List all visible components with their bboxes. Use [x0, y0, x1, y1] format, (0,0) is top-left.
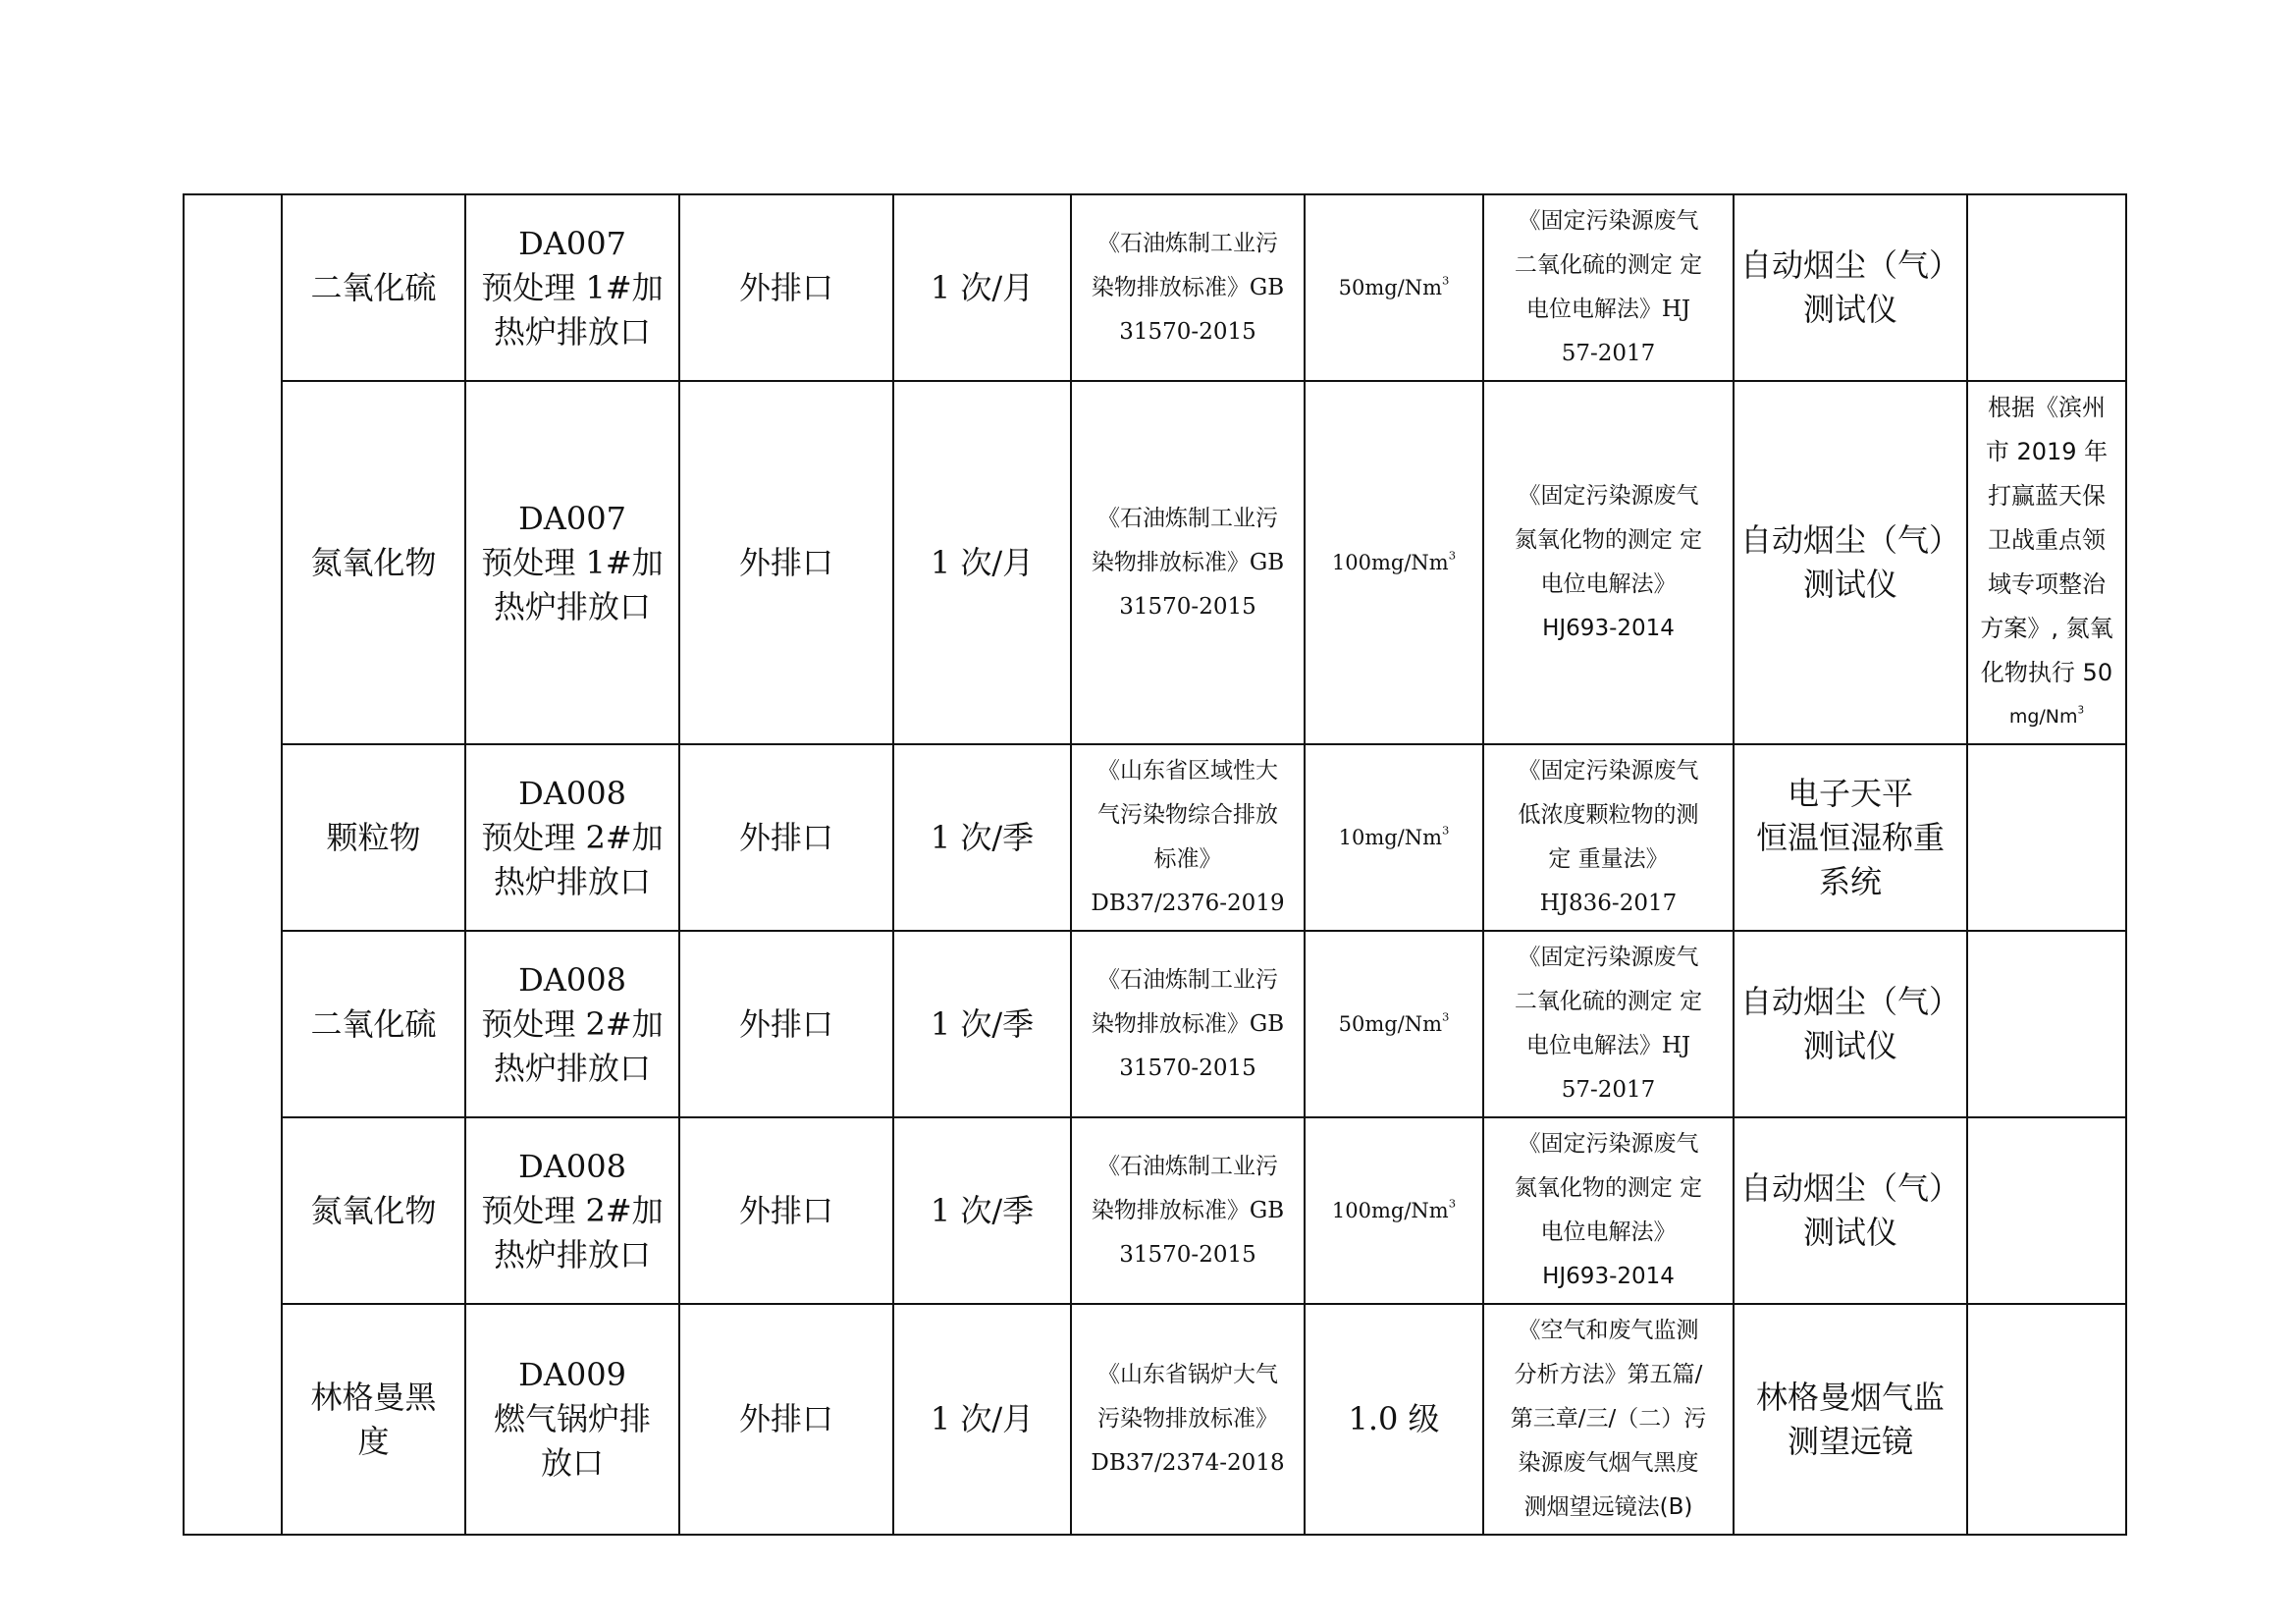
text-line: 《石油炼制工业污 [1097, 1153, 1278, 1179]
pollutant-cell [282, 744, 465, 931]
text-line: 二氧化硫的测定 定 [1514, 989, 1703, 1014]
limit-cell [1305, 744, 1483, 931]
instrument-cell [1734, 381, 1967, 744]
text-line: 第三章/三/（二）污 [1510, 1406, 1707, 1432]
limit-value: 1.0 级 [1348, 1400, 1440, 1437]
standard-cell [1071, 194, 1305, 381]
text-line: 测试仪 [1803, 291, 1898, 328]
text-line: 氮氧化物 [310, 543, 437, 581]
text-line: 二氧化硫的测定 定 [1514, 252, 1703, 278]
text-line: HJ693-2014 [1542, 1264, 1675, 1289]
text-line: DA008 [518, 960, 626, 999]
text-line: 电子天平 [1788, 774, 1914, 812]
text-line: DB37/2376-2019 [1091, 891, 1285, 916]
text-line: 预处理 1#加 [481, 543, 664, 581]
text-line: 分析方法》第五篇/ [1514, 1362, 1703, 1387]
text-line: 染物排放标准》GB [1091, 274, 1285, 300]
note-unit-superscript: 3 [2077, 704, 2085, 717]
limit-value: 100mg/Nm [1331, 550, 1449, 574]
text-line: 系统 [1819, 862, 1883, 900]
method-cell [1483, 194, 1734, 381]
table-row [184, 744, 2126, 931]
limit-unit-superscript: 3 [1442, 273, 1450, 288]
text-line: 预处理 1#加 [481, 268, 664, 306]
limit-cell [1305, 931, 1483, 1117]
standard-cell [1071, 381, 1305, 744]
note-unit [1974, 695, 2119, 739]
note-cell [1967, 1117, 2126, 1304]
text-line: 电位电解法》 [1540, 1219, 1677, 1245]
text-line: 根据《滨州 [1988, 394, 2107, 421]
text-line: 市 2019 年 [1985, 438, 2109, 465]
text-line: 林格曼黑 [310, 1378, 437, 1416]
text-line: 自动烟尘（气） [1740, 983, 1961, 1020]
frequency-cell: 1 次/季 [893, 744, 1071, 931]
text-line: DA008 [518, 1147, 626, 1185]
text-line: 《山东省锅炉大气 [1097, 1362, 1278, 1387]
text-line: 二氧化硫 [310, 1004, 437, 1043]
text-line: 氮氧化物 [310, 1191, 437, 1229]
text-line: 测望远镜 [1788, 1422, 1914, 1460]
outlet-cell [465, 744, 679, 931]
method-cell [1483, 931, 1734, 1117]
text-line: HJ836-2017 [1539, 891, 1678, 916]
text-line: 打赢蓝天保 [1988, 482, 2107, 510]
limit-cell [1305, 1117, 1483, 1304]
text-line: DA009 [518, 1356, 626, 1393]
text-line: 染物排放标准》GB [1091, 549, 1285, 575]
text-line: DA007 [518, 499, 626, 537]
text-line: 氮氧化物的测定 定 [1514, 527, 1703, 553]
method-cell [1483, 1304, 1734, 1535]
limit-value: 50mg/Nm [1338, 275, 1443, 299]
method-cell [1483, 381, 1734, 744]
limit-value: 100mg/Nm [1331, 1198, 1449, 1222]
frequency-cell: 1 次/月 [893, 194, 1071, 381]
table-row [184, 194, 2126, 381]
outlet-cell [465, 1117, 679, 1304]
limit-value: 10mg/Nm [1338, 825, 1443, 849]
text-line: 染源废气烟气黑度 [1518, 1450, 1699, 1476]
text-line: 《固定污染源废气 [1518, 208, 1699, 234]
text-line: 《固定污染源废气 [1518, 1131, 1699, 1157]
outlet-type-cell: 外排口 [679, 744, 893, 931]
standard-cell [1071, 744, 1305, 931]
text-line: 电位电解法》 [1540, 571, 1677, 597]
text-line: 标准》 [1153, 846, 1222, 872]
instrument-cell [1734, 744, 1967, 931]
pollutant-cell [282, 931, 465, 1117]
limit-value: 50mg/Nm [1338, 1011, 1443, 1036]
text-line: 电位电解法》HJ [1525, 297, 1691, 322]
text-line: 热炉排放口 [493, 587, 651, 625]
text-line: 《石油炼制工业污 [1097, 230, 1278, 256]
text-line: 57-2017 [1561, 341, 1656, 366]
text-line: 电位电解法》HJ [1525, 1033, 1691, 1058]
text-line: 林格曼烟气监 [1756, 1378, 1946, 1416]
text-line: HJ693-2014 [1542, 616, 1675, 641]
limit-unit-superscript: 3 [1448, 1196, 1457, 1211]
text-line: 《空气和废气监测 [1518, 1318, 1699, 1343]
text-line: 31570-2015 [1119, 1055, 1256, 1081]
text-line: 预处理 2#加 [481, 1004, 664, 1043]
text-line: 自动烟尘（气） [1740, 521, 1961, 559]
outlet-cell [465, 194, 679, 381]
text-line: 《固定污染源废气 [1518, 758, 1699, 784]
monitoring-table [183, 193, 2127, 1536]
text-line: 31570-2015 [1119, 1241, 1256, 1268]
text-line: DA007 [518, 224, 626, 262]
text-line: 低浓度颗粒物的测 [1518, 802, 1699, 828]
frequency-cell: 1 次/季 [893, 931, 1071, 1117]
outlet-type-cell: 外排口 [679, 381, 893, 744]
text-line: 测烟望远镜法(B) [1523, 1494, 1693, 1520]
limit-cell [1305, 381, 1483, 744]
frequency-cell: 1 次/季 [893, 1117, 1071, 1304]
table-row [184, 1117, 2126, 1304]
text-line: 测试仪 [1803, 1214, 1898, 1251]
table-row [184, 1304, 2126, 1535]
text-line: 恒温恒湿称重 [1756, 818, 1946, 856]
method-cell [1483, 744, 1734, 931]
text-line: 预处理 2#加 [481, 818, 664, 856]
standard-cell [1071, 931, 1305, 1117]
instrument-cell [1734, 194, 1967, 381]
pollutant-cell [282, 194, 465, 381]
text-line: 测试仪 [1803, 566, 1898, 603]
limit-unit-superscript: 3 [1448, 548, 1457, 563]
text-line: 度 [357, 1422, 390, 1460]
text-line: 自动烟尘（气） [1740, 246, 1961, 284]
pollutant-cell [282, 381, 465, 744]
outlet-cell [465, 381, 679, 744]
frequency-cell: 1 次/月 [893, 381, 1071, 744]
note-cell [1967, 194, 2126, 381]
text-line: 《石油炼制工业污 [1097, 966, 1278, 993]
outlet-type-cell: 外排口 [679, 931, 893, 1117]
note-cell [1967, 381, 2126, 744]
table-body [184, 194, 2126, 1535]
instrument-cell [1734, 1304, 1967, 1535]
text-line: 放口 [540, 1444, 604, 1482]
note-unit-text: mg/Nm [2008, 706, 2078, 728]
text-line: 57-2017 [1561, 1077, 1656, 1103]
outlet-cell [465, 1304, 679, 1535]
text-line: 自动烟尘（气） [1740, 1169, 1961, 1207]
outlet-type-cell: 外排口 [679, 194, 893, 381]
pollutant-cell [282, 1117, 465, 1304]
text-line: 热炉排放口 [493, 312, 651, 351]
outlet-type-cell: 外排口 [679, 1304, 893, 1535]
text-line: 《石油炼制工业污 [1097, 505, 1278, 531]
text-line: 热炉排放口 [493, 1049, 651, 1087]
note-cell [1967, 1304, 2126, 1535]
text-line: 方案》, 氮氧 [1980, 615, 2113, 642]
text-line: 预处理 2#加 [481, 1191, 664, 1229]
limit-cell [1305, 1304, 1483, 1535]
text-line: 卫战重点领 [1988, 526, 2107, 554]
standard-cell [1071, 1304, 1305, 1535]
text-line: 污染物排放标准》 [1097, 1406, 1278, 1432]
limit-cell [1305, 194, 1483, 381]
instrument-cell [1734, 931, 1967, 1117]
text-line: 燃气锅炉排 [493, 1400, 651, 1437]
text-line: 二氧化硫 [310, 268, 437, 306]
limit-unit-superscript: 3 [1442, 1009, 1450, 1024]
method-cell [1483, 1117, 1734, 1304]
note-cell [1967, 744, 2126, 931]
table-row [184, 381, 2126, 744]
text-line: 《固定污染源废气 [1518, 483, 1699, 509]
pollutant-cell [282, 1304, 465, 1535]
standard-cell [1071, 1117, 1305, 1304]
text-line: 颗粒物 [326, 818, 421, 856]
note-cell [1967, 931, 2126, 1117]
category-cell [184, 194, 282, 1535]
limit-unit-superscript: 3 [1442, 823, 1450, 838]
text-line: 染物排放标准》GB [1091, 1197, 1285, 1223]
outlet-type-cell: 外排口 [679, 1117, 893, 1304]
instrument-cell [1734, 1117, 1967, 1304]
text-line: 热炉排放口 [493, 862, 651, 900]
text-line: 《山东省区域性大 [1097, 758, 1278, 784]
outlet-cell [465, 931, 679, 1117]
frequency-cell: 1 次/月 [893, 1304, 1071, 1535]
text-line: 染物排放标准》GB [1091, 1010, 1285, 1037]
text-line: 域专项整治 [1988, 570, 2107, 598]
text-line: 定 重量法》 [1548, 846, 1669, 872]
text-line: 《固定污染源废气 [1518, 945, 1699, 970]
text-line: DA008 [518, 774, 626, 812]
text-line: 测试仪 [1803, 1027, 1898, 1064]
table-row [184, 931, 2126, 1117]
text-line: 31570-2015 [1119, 318, 1256, 345]
text-line: 31570-2015 [1119, 593, 1256, 620]
text-line: 热炉排放口 [493, 1235, 651, 1273]
text-line: 氮氧化物的测定 定 [1514, 1175, 1703, 1201]
text-line: 气污染物综合排放 [1097, 802, 1278, 828]
text-line: DB37/2374-2018 [1091, 1450, 1285, 1476]
text-line: 化物执行 50 [1980, 659, 2113, 686]
